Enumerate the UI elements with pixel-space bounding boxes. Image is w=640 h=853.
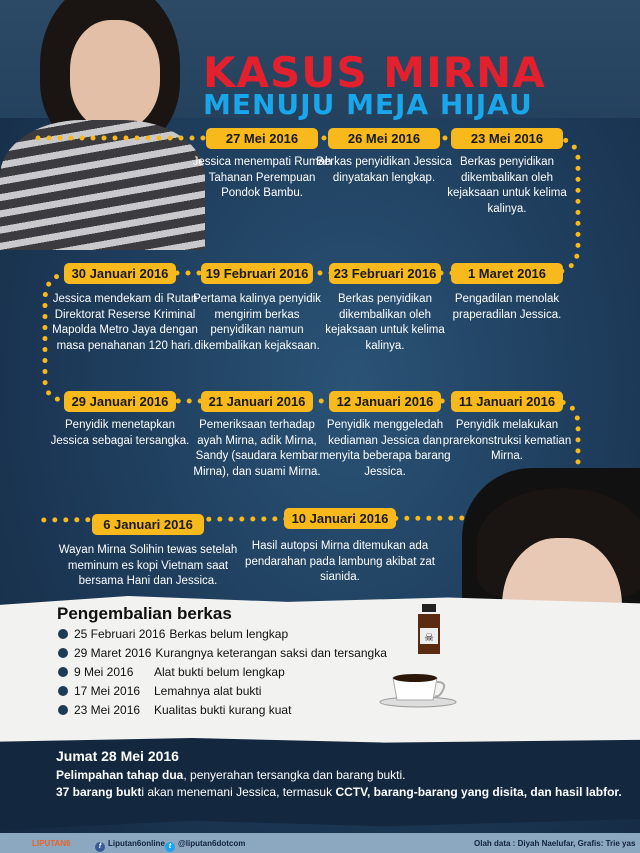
- coffee-cup-icon: [378, 668, 458, 708]
- twitter-icon: t: [165, 842, 175, 852]
- timeline-date: 29 Januari 2016: [64, 391, 176, 412]
- timeline-description: Pertama kalinya penyidik mengirim berkas penyidikan namun dikembalikan kejaksaan.: [193, 293, 321, 352]
- returns-date: 9 Mei 2016: [74, 665, 134, 679]
- returns-item: [58, 684, 261, 698]
- returns-reason: Alat bukti belum lengkap: [154, 665, 285, 679]
- returns-date: 25 Februari 2016: [74, 627, 166, 641]
- poison-bottle-icon: [412, 600, 452, 660]
- timeline-description: Berkas penyidikan dikembalikan oleh kejaksaan untuk kelima kalinya.: [325, 293, 445, 352]
- timeline-description: Penyidik menggeledah kediaman Jessica dan menyita beberapa barang Jessica.: [319, 419, 451, 478]
- timeline-date: 1 Maret 2016: [451, 263, 563, 284]
- liputan6-logo: LIPUTAN6: [32, 839, 71, 848]
- returns-date: 17 Mei 2016: [74, 684, 141, 698]
- returns-reason: Berkas belum lengkap: [169, 627, 289, 641]
- facebook-handle: Liputan6online: [108, 839, 165, 848]
- title-main: KASUS MIRNA: [203, 48, 546, 97]
- timeline-description: Hasil autopsi Mirna ditemukan ada pendarahan pada lambung akibat zat sianida.: [245, 540, 435, 583]
- final-date: Jumat 28 Mei 2016: [56, 748, 179, 764]
- bullet-icon: [58, 648, 68, 658]
- bullet-icon: [58, 629, 68, 639]
- returns-reason: Kualitas bukti kurang kuat: [154, 703, 292, 717]
- twitter-link[interactable]: [165, 839, 245, 852]
- returns-heading: Pengembalian berkas: [57, 604, 232, 623]
- final-line-2-bold2: CCTV, barang-barang yang disita, dan hasil labfor.: [335, 785, 622, 799]
- timeline-description: Wayan Mirna Solihin tewas setelah meminum es kopi Vietnam saat bersama Hani dan Jessica.: [58, 544, 238, 587]
- timeline-date: 26 Mei 2016: [328, 128, 440, 149]
- timeline-description: Penyidik menetapkan Jessica sebagai tersangka.: [50, 419, 190, 447]
- timeline-description: Penyidik melakukan prarekonstruksi kematian Mirna.: [442, 419, 572, 462]
- final-line-1-bold: Pelimpahan tahap dua: [56, 768, 184, 782]
- credit: Olah data : Diyah Naelufar, Grafis: Trie yas: [474, 839, 636, 848]
- timeline-date: 12 Januari 2016: [329, 391, 441, 412]
- returns-reason: Lemahnya alat bukti: [154, 684, 262, 698]
- final-line-1: [56, 768, 406, 782]
- timeline-description: Jessica menempati Rumah Tahanan Perempuan Pondok Bambu.: [192, 156, 332, 199]
- twitter-handle: @liputan6dotcom: [178, 839, 246, 848]
- timeline-date: 30 Januari 2016: [64, 263, 176, 284]
- timeline-description: Jessica mendekam di Rutan Direktorat Reserse Kriminal Mapolda Metro Jaya dengan masa penahanan 120 hari.: [52, 293, 198, 352]
- final-line-2-bold: 37 barang bukt: [56, 785, 142, 799]
- bullet-icon: [58, 686, 68, 696]
- returns-reason: Kurangnya keterangan saksi dan tersangka: [155, 646, 387, 660]
- returns-item: [58, 646, 387, 660]
- returns-item: [58, 703, 291, 717]
- returns-item: [58, 665, 285, 679]
- title-sub: MENUJU MEJA HIJAU: [203, 88, 533, 121]
- returns-date: 23 Mei 2016: [74, 703, 141, 717]
- footer: [0, 833, 640, 853]
- timeline-description: Pengadilan menolak praperadilan Jessica.: [452, 293, 562, 321]
- timeline-date: 23 Mei 2016: [451, 128, 563, 149]
- timeline-date: 6 Januari 2016: [92, 514, 204, 535]
- returns-item: [58, 627, 288, 641]
- timeline-date: 10 Januari 2016: [284, 508, 396, 529]
- timeline-date: 11 Januari 2016: [451, 391, 563, 412]
- bullet-icon: [58, 705, 68, 715]
- facebook-link[interactable]: [95, 839, 165, 852]
- timeline-description: Berkas penyidikan dikembalikan oleh kejaksaan untuk kelima kalinya.: [447, 156, 567, 215]
- final-line-2: [56, 785, 622, 799]
- timeline-date: 19 Februari 2016: [201, 263, 313, 284]
- returns-date: 29 Maret 2016: [74, 646, 152, 660]
- timeline-date: 27 Mei 2016: [206, 128, 318, 149]
- final-line-1-rest: , penyerahan tersangka dan barang bukti.: [183, 768, 406, 782]
- timeline-description: Pemeriksaan terhadap ayah Mirna, adik Mirna, Sandy (saudara kembar Mirna), dan suami Mirna.: [193, 419, 321, 478]
- final-line-2-mid: i akan menemani Jessica, termasuk: [141, 785, 336, 799]
- svg-text:☠: ☠: [424, 632, 434, 644]
- timeline-date: 23 Februari 2016: [329, 263, 441, 284]
- timeline-description: Berkas penyidikan Jessica dinyatakan lengkap.: [316, 156, 452, 184]
- facebook-icon: f: [95, 842, 105, 852]
- bullet-icon: [58, 667, 68, 677]
- timeline-date: 21 Januari 2016: [201, 391, 313, 412]
